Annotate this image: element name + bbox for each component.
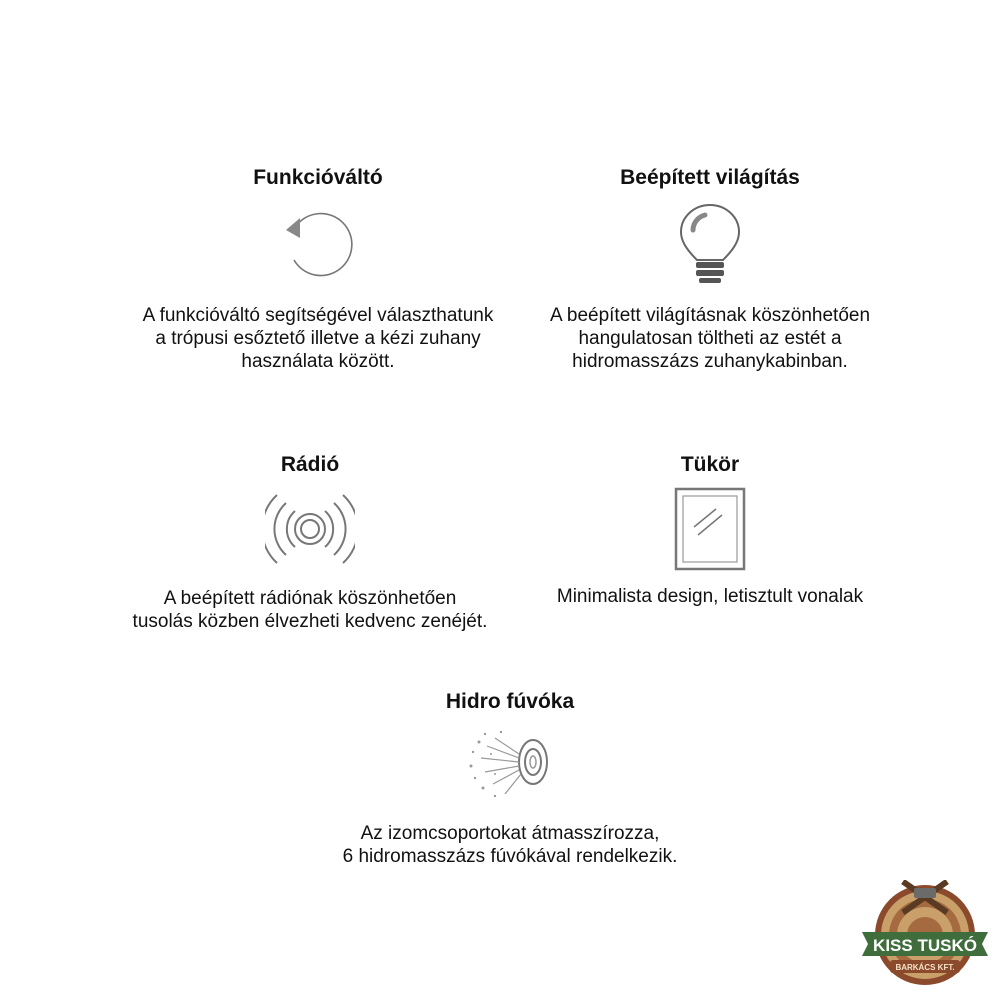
feature-tukor [500,453,920,608]
logo-sub: BARKÁCS KFT. [895,963,955,972]
feature-beepitett-vilagitas [500,166,920,373]
feature-title: Tükör [680,453,740,476]
feature-text-line: használata között. [241,351,395,372]
feature-text-line: hangulatosan töltheti az estét a [578,328,842,349]
feature-text-line: 6 hidromasszázs fúvókával rendelkezik. [342,846,678,867]
feature-text-line: Minimalista design, letisztult vonalak [556,586,864,607]
light-bulb-icon [675,202,745,286]
feature-text-line: tusolás közben élvezheti kedvenc zenéjét. [132,611,488,632]
feature-text-line: A funkcióváltó segítségével választhatunk [142,305,494,326]
feature-title: Funkcióváltó [253,166,383,189]
feature-text-line: a trópusi esőztető illetve a kézi zuhany [155,328,481,349]
feature-text-line: A beépített világításnak köszönhetően [549,305,871,326]
feature-radio [100,453,520,633]
mirror-icon [674,487,746,571]
logo-name: KISS TUSKÓ [873,936,977,955]
feature-text-line: hidromasszázs zuhanykabinban. [572,351,848,372]
rotate-arrow-icon [278,204,358,284]
feature-funkciovalto [100,166,536,373]
feature-text-line: A beépített rádiónak köszönhetően [163,588,457,609]
feature-title: Rádió [280,453,340,476]
feature-title: Hidro fúvóka [445,690,575,713]
water-jet-icon [465,724,555,806]
feature-text-line: Az izomcsoportokat átmasszírozza, [360,823,660,844]
feature-title: Beépített világítás [620,166,800,189]
feature-hidro-fuvoka [250,690,770,868]
radio-waves-icon [265,487,355,571]
brand-logo [858,880,992,990]
